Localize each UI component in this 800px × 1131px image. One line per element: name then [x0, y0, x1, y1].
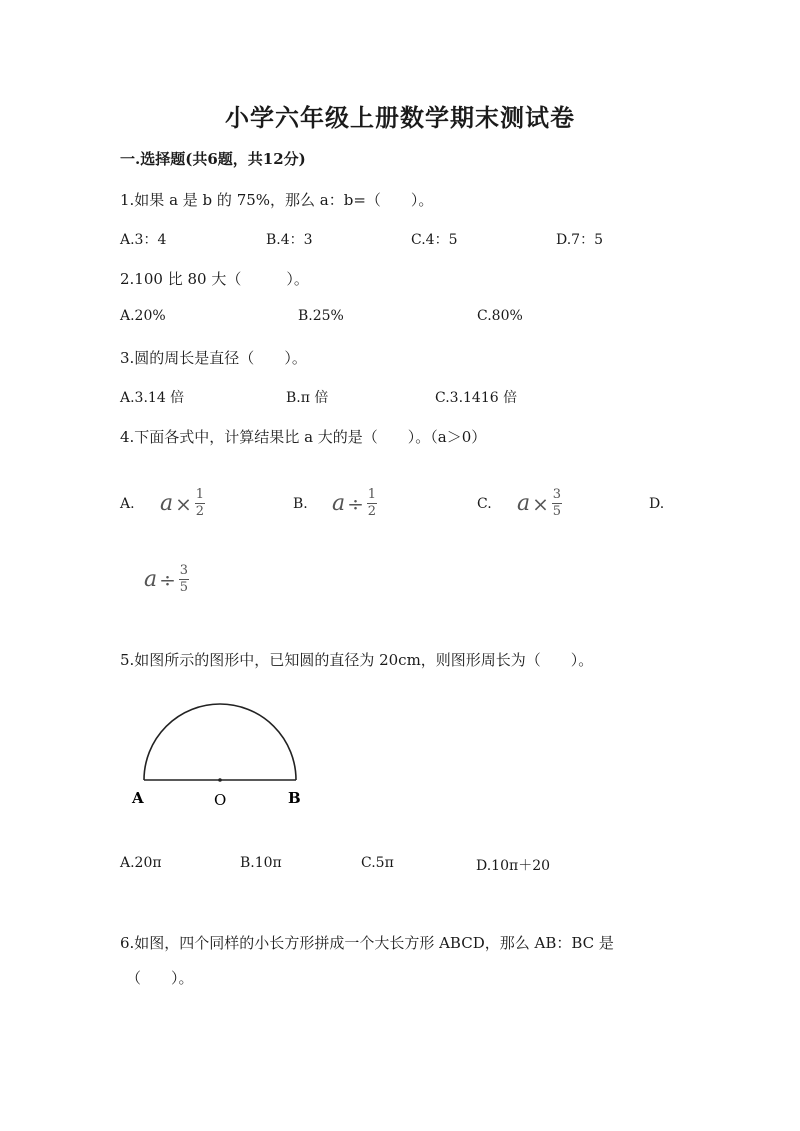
denominator: 5	[179, 580, 189, 595]
times-sign: ×	[175, 491, 192, 516]
question-1-stem: 1.如果 a 是 b 的 75%，那么 a：b=（ ）。	[120, 191, 434, 209]
question-4-label-c[interactable]: C.	[477, 496, 492, 512]
question-4-stem: 4.下面各式中，计算结果比 a 大的是（ ）。（a＞0）	[120, 428, 487, 446]
question-3-option-b[interactable]: B.π 倍	[286, 390, 329, 406]
fraction	[552, 488, 562, 519]
divide-sign: ÷	[159, 567, 176, 592]
expr-variable: a	[517, 491, 531, 516]
question-5-option-b[interactable]: B.10π	[240, 855, 282, 871]
fraction	[367, 488, 377, 519]
question-2-option-b[interactable]: B.25%	[298, 308, 344, 324]
question-5-stem: 5.如图所示的图形中，已知圆的直径为 20cm，则图形周长为（ ）。	[120, 651, 594, 669]
fraction	[179, 564, 189, 595]
question-2-option-c[interactable]: C.80%	[477, 308, 523, 324]
semicircle-figure	[120, 695, 320, 810]
point-a-label: A	[132, 789, 144, 807]
question-6-stem: 6.如图，四个同样的小长方形拼成一个大长方形 ABCD，那么 AB：BC 是	[120, 934, 614, 952]
fraction	[195, 488, 205, 519]
question-4-label-d[interactable]: D.	[649, 496, 665, 512]
expr-variable: a	[160, 491, 174, 516]
point-o-label: O	[214, 791, 227, 809]
question-5-option-d[interactable]: D.10π＋20	[476, 858, 551, 874]
page-title: 小学六年级上册数学期末测试卷	[225, 103, 575, 132]
denominator: 2	[195, 504, 205, 519]
question-2-option-a[interactable]: A.20%	[120, 308, 166, 324]
numerator: 3	[179, 563, 189, 578]
question-4-label-b[interactable]: B.	[293, 496, 308, 512]
question-6-answer-blank: （ ）。	[126, 969, 194, 987]
point-b-label: B	[288, 789, 301, 807]
question-5-option-a[interactable]: A.20π	[120, 855, 162, 871]
question-1-option-c[interactable]: C.4：5	[411, 232, 458, 248]
question-1-option-b[interactable]: B.4：3	[266, 232, 313, 248]
denominator: 5	[552, 504, 562, 519]
numerator: 1	[367, 487, 377, 502]
expr-variable: a	[144, 567, 158, 592]
section-heading: 一.选择题(共6题，共12分)	[120, 150, 306, 168]
question-3-option-c[interactable]: C.3.1416 倍	[435, 390, 518, 406]
question-2-stem: 2.100 比 80 大（ ）。	[120, 270, 309, 288]
question-1-option-d[interactable]: D.7：5	[556, 232, 603, 248]
divide-sign: ÷	[347, 491, 364, 516]
question-4-expr-b[interactable]	[332, 488, 377, 519]
question-4-expr-a[interactable]	[160, 488, 205, 519]
question-4-expr-d[interactable]	[144, 564, 189, 595]
question-5-option-c[interactable]: C.5π	[361, 855, 394, 871]
expr-variable: a	[332, 491, 346, 516]
semicircle-arc	[144, 704, 296, 780]
center-point	[218, 778, 222, 782]
question-4-label-a[interactable]: A.	[120, 496, 135, 512]
question-3-option-a[interactable]: A.3.14 倍	[120, 390, 185, 406]
numerator: 3	[552, 487, 562, 502]
numerator: 1	[195, 487, 205, 502]
question-4-expr-c[interactable]	[517, 488, 562, 519]
question-1-option-a[interactable]: A.3：4	[120, 232, 167, 248]
times-sign: ×	[532, 491, 549, 516]
question-3-stem: 3.圆的周长是直径（ ）。	[120, 349, 307, 367]
denominator: 2	[367, 504, 377, 519]
